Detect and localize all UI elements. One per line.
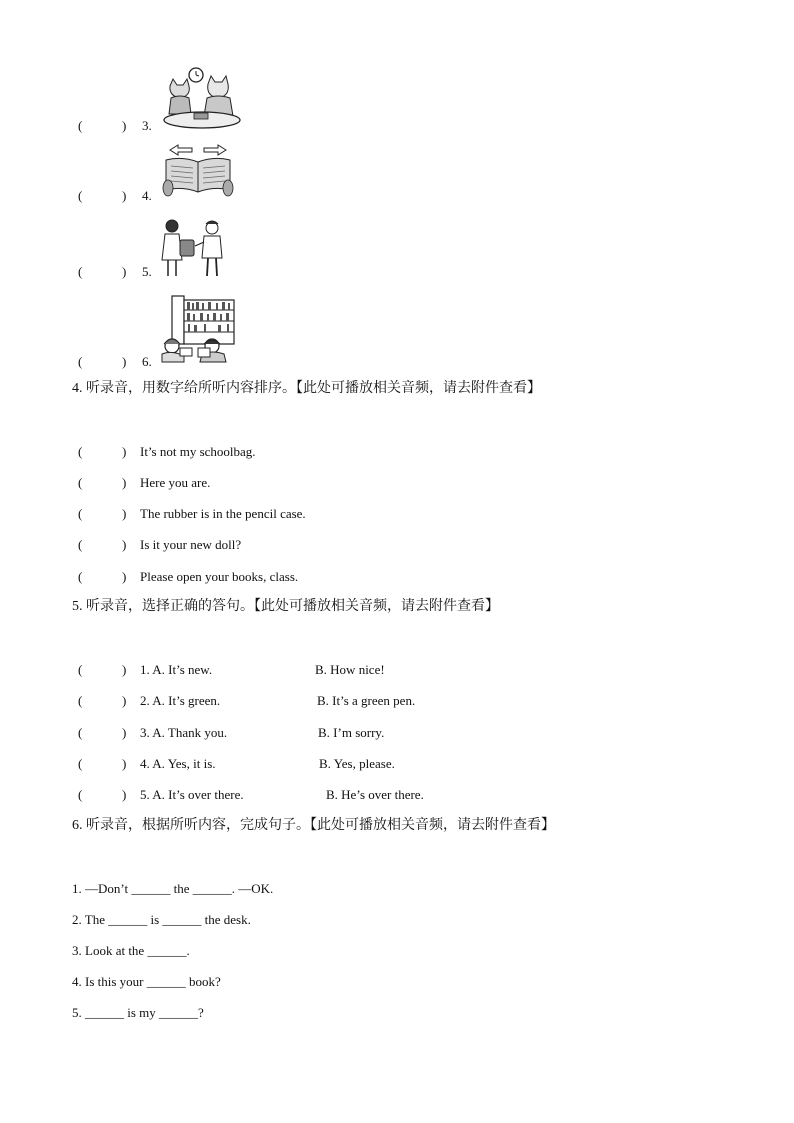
item-number: 3.: [142, 118, 152, 133]
picture-library-reading: [158, 294, 236, 364]
paren-close: ): [122, 537, 127, 552]
picture-cats-table: [160, 66, 244, 132]
item-number: 4.: [142, 188, 152, 203]
paren-open: (: [78, 475, 83, 490]
option-a: 3. A. Thank you.: [140, 725, 228, 740]
paren-close: ): [122, 787, 127, 802]
paren-open: (: [78, 693, 83, 708]
sentence-text: The rubber is in the pencil case.: [140, 506, 306, 521]
paren-close: ): [122, 354, 127, 369]
paren-close: ): [122, 725, 127, 740]
fill-blank-sentence[interactable]: 5. ______ is my ______?: [72, 1005, 204, 1020]
fill-blank-sentence[interactable]: 2. The ______ is ______ the desk.: [72, 912, 251, 927]
paren-close: ): [122, 264, 127, 279]
paren-close: ): [122, 188, 127, 203]
paren-close: ): [122, 444, 127, 459]
paren-open: (: [78, 444, 83, 459]
paren-close: ): [122, 506, 127, 521]
picture-open-book: [162, 144, 234, 198]
paren-close: ): [122, 118, 127, 133]
paren-open: (: [78, 725, 83, 740]
option-a: 5. A. It’s over there.: [140, 787, 244, 802]
paren-open: (: [78, 537, 83, 552]
option-b: B. It’s a green pen.: [317, 693, 416, 708]
option-b: B. How nice!: [315, 662, 385, 677]
sentence-text: Please open your books, class.: [140, 569, 299, 584]
fill-blank-sentence[interactable]: 4. Is this your ______ book?: [72, 974, 221, 989]
option-a: 1. A. It’s new.: [140, 662, 213, 677]
option-b: B. I’m sorry.: [318, 725, 385, 740]
item-number: 5.: [142, 264, 152, 279]
option-a: 4. A. Yes, it is.: [140, 756, 216, 771]
paren-open: (: [78, 354, 83, 369]
fill-blank-sentence[interactable]: 3. Look at the ______.: [72, 943, 190, 958]
option-b: B. He’s over there.: [326, 787, 424, 802]
sentence-text: Is it your new doll?: [140, 537, 242, 552]
paren-open: (: [78, 569, 83, 584]
item-number: 6.: [142, 354, 152, 369]
paren-open: (: [78, 188, 83, 203]
option-a: 2. A. It’s green.: [140, 693, 221, 708]
fill-blank-sentence[interactable]: 1. —Don’t ______ the ______. —OK.: [72, 881, 274, 896]
section-6-heading: 6. 听录音，根据所听内容，完成句子。【此处可播放相关音频，请去附件查看】: [72, 818, 555, 833]
paren-close: ): [122, 756, 127, 771]
picture-schoolbag-handover: [160, 218, 228, 278]
sentence-text: It’s not my schoolbag.: [140, 444, 256, 459]
paren-close: ): [122, 693, 127, 708]
sentence-text: Here you are.: [140, 475, 211, 490]
section-5-heading: 5. 听录音，选择正确的答句。【此处可播放相关音频，请去附件查看】: [72, 599, 499, 614]
paren-open: (: [78, 662, 83, 677]
paren-close: ): [122, 569, 127, 584]
paren-open: (: [78, 756, 83, 771]
paren-open: (: [78, 787, 83, 802]
paren-open: (: [78, 506, 83, 521]
option-b: B. Yes, please.: [319, 756, 395, 771]
paren-open: (: [78, 118, 83, 133]
section-4-heading: 4. 听录音，用数字给所听内容排序。【此处可播放相关音频，请去附件查看】: [72, 381, 541, 396]
paren-close: ): [122, 662, 127, 677]
paren-close: ): [122, 475, 127, 490]
paren-open: (: [78, 264, 83, 279]
